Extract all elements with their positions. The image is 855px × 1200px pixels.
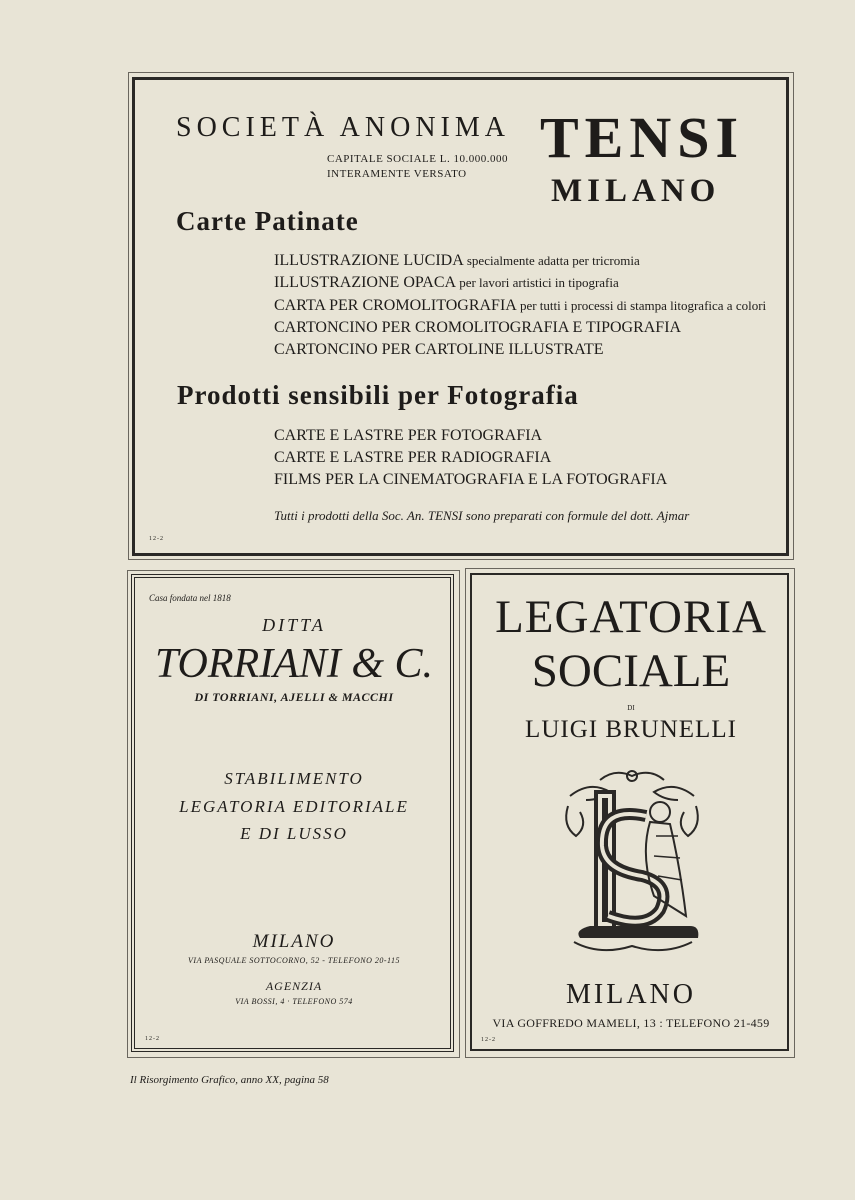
tensi-photo-item-3: FILMS PER LA CINEMATOGRAFIA E LA FOTOGRAFIA <box>274 471 668 488</box>
tensi-item-2-caps: ILLUSTRAZIONE OPACA <box>274 274 456 291</box>
torriani-founded: Casa fondata nel 1818 <box>149 593 231 603</box>
torriani-agency-label: AGENZIA <box>265 979 323 993</box>
tensi-code: 12-2 <box>149 536 164 542</box>
legatoria-address: VIA GOFFREDO MAMELI, 13 : TELEFONO 21-459 <box>492 1016 770 1030</box>
tensi-item-2 <box>274 274 619 292</box>
tensi-item-5-caps: CARTONCINO PER CARTOLINE ILLUSTRATE <box>274 341 604 358</box>
torriani-line3: E DI LUSSO <box>240 824 348 843</box>
legatoria-line2: SOCIALE <box>531 645 731 697</box>
legatoria-line1: LEGATORIA <box>495 591 767 643</box>
legatoria-code: 12-2 <box>481 1037 496 1043</box>
tensi-item-1-desc: specialmente adatta per tricromia <box>466 253 640 268</box>
tensi-item-2-desc: per lavori artistici in tipografia <box>459 275 619 290</box>
tensi-item-1-caps: ILLUSTRAZIONE LUCIDA <box>274 252 463 269</box>
tensi-photo-item-2: CARTE E LASTRE PER RADIOGRAFIA <box>274 449 552 466</box>
tensi-item-4-caps: CARTONCINO PER CROMOLITOGRAFIA E TIPOGRAFIA <box>274 319 682 336</box>
torriani-name: TORRIANI & C. <box>154 641 434 687</box>
tensi-capitale-line1: CAPITALE SOCIALE L. 10.000.000 <box>327 153 508 165</box>
tensi-section1-title: Carte Patinate <box>176 206 359 236</box>
torriani-code: 12-2 <box>145 1036 160 1042</box>
tensi-item-4 <box>274 319 681 337</box>
tensi-societa: SOCIETÀ ANONIMA <box>176 112 510 143</box>
legatoria-city: MILANO <box>566 979 696 1010</box>
legatoria-owner: LUIGI BRUNELLI <box>525 716 737 743</box>
page-footer: Il Risorgimento Grafico, anno XX, pagina 58 <box>130 1074 329 1086</box>
tensi-item-1 <box>274 252 640 270</box>
torriani-agency-address: VIA BOSSI, 4 · TELEFONO 574 <box>235 997 353 1006</box>
torriani-line2: LEGATORIA EDITORIALE <box>179 797 409 816</box>
tensi-photo-item-1: CARTE E LASTRE PER FOTOGRAFIA <box>274 427 543 444</box>
tensi-capitale-line2: INTERAMENTE VERSATO <box>327 168 467 180</box>
torriani-line1: STABILIMENTO <box>224 769 364 788</box>
ls-monogram-emblem <box>560 766 705 954</box>
legatoria-di: DI <box>627 704 635 712</box>
tensi-footer-note: Tutti i prodotti della Soc. An. TENSI sono preparati con formule del dott. Ajmar <box>274 508 690 523</box>
tensi-brand: TENSI <box>540 105 745 170</box>
tensi-section2-title: Prodotti sensibili per Fotografia <box>177 380 579 410</box>
tensi-city: MILANO <box>551 173 721 209</box>
tensi-item-5 <box>274 341 604 359</box>
tensi-item-3 <box>274 297 766 315</box>
torriani-partners: DI TORRIANI, AJELLI & MACCHI <box>194 690 394 704</box>
tensi-item-3-caps: CARTA PER CROMOLITOGRAFIA <box>274 297 516 314</box>
torriani-ditta: DITTA <box>262 615 326 635</box>
torriani-city: MILANO <box>252 931 336 952</box>
tensi-item-3-desc: per tutti i processi di stampa litografica a colori <box>519 298 767 313</box>
torriani-address: VIA PASQUALE SOTTOCORNO, 52 - TELEFONO 20-115 <box>188 956 400 965</box>
